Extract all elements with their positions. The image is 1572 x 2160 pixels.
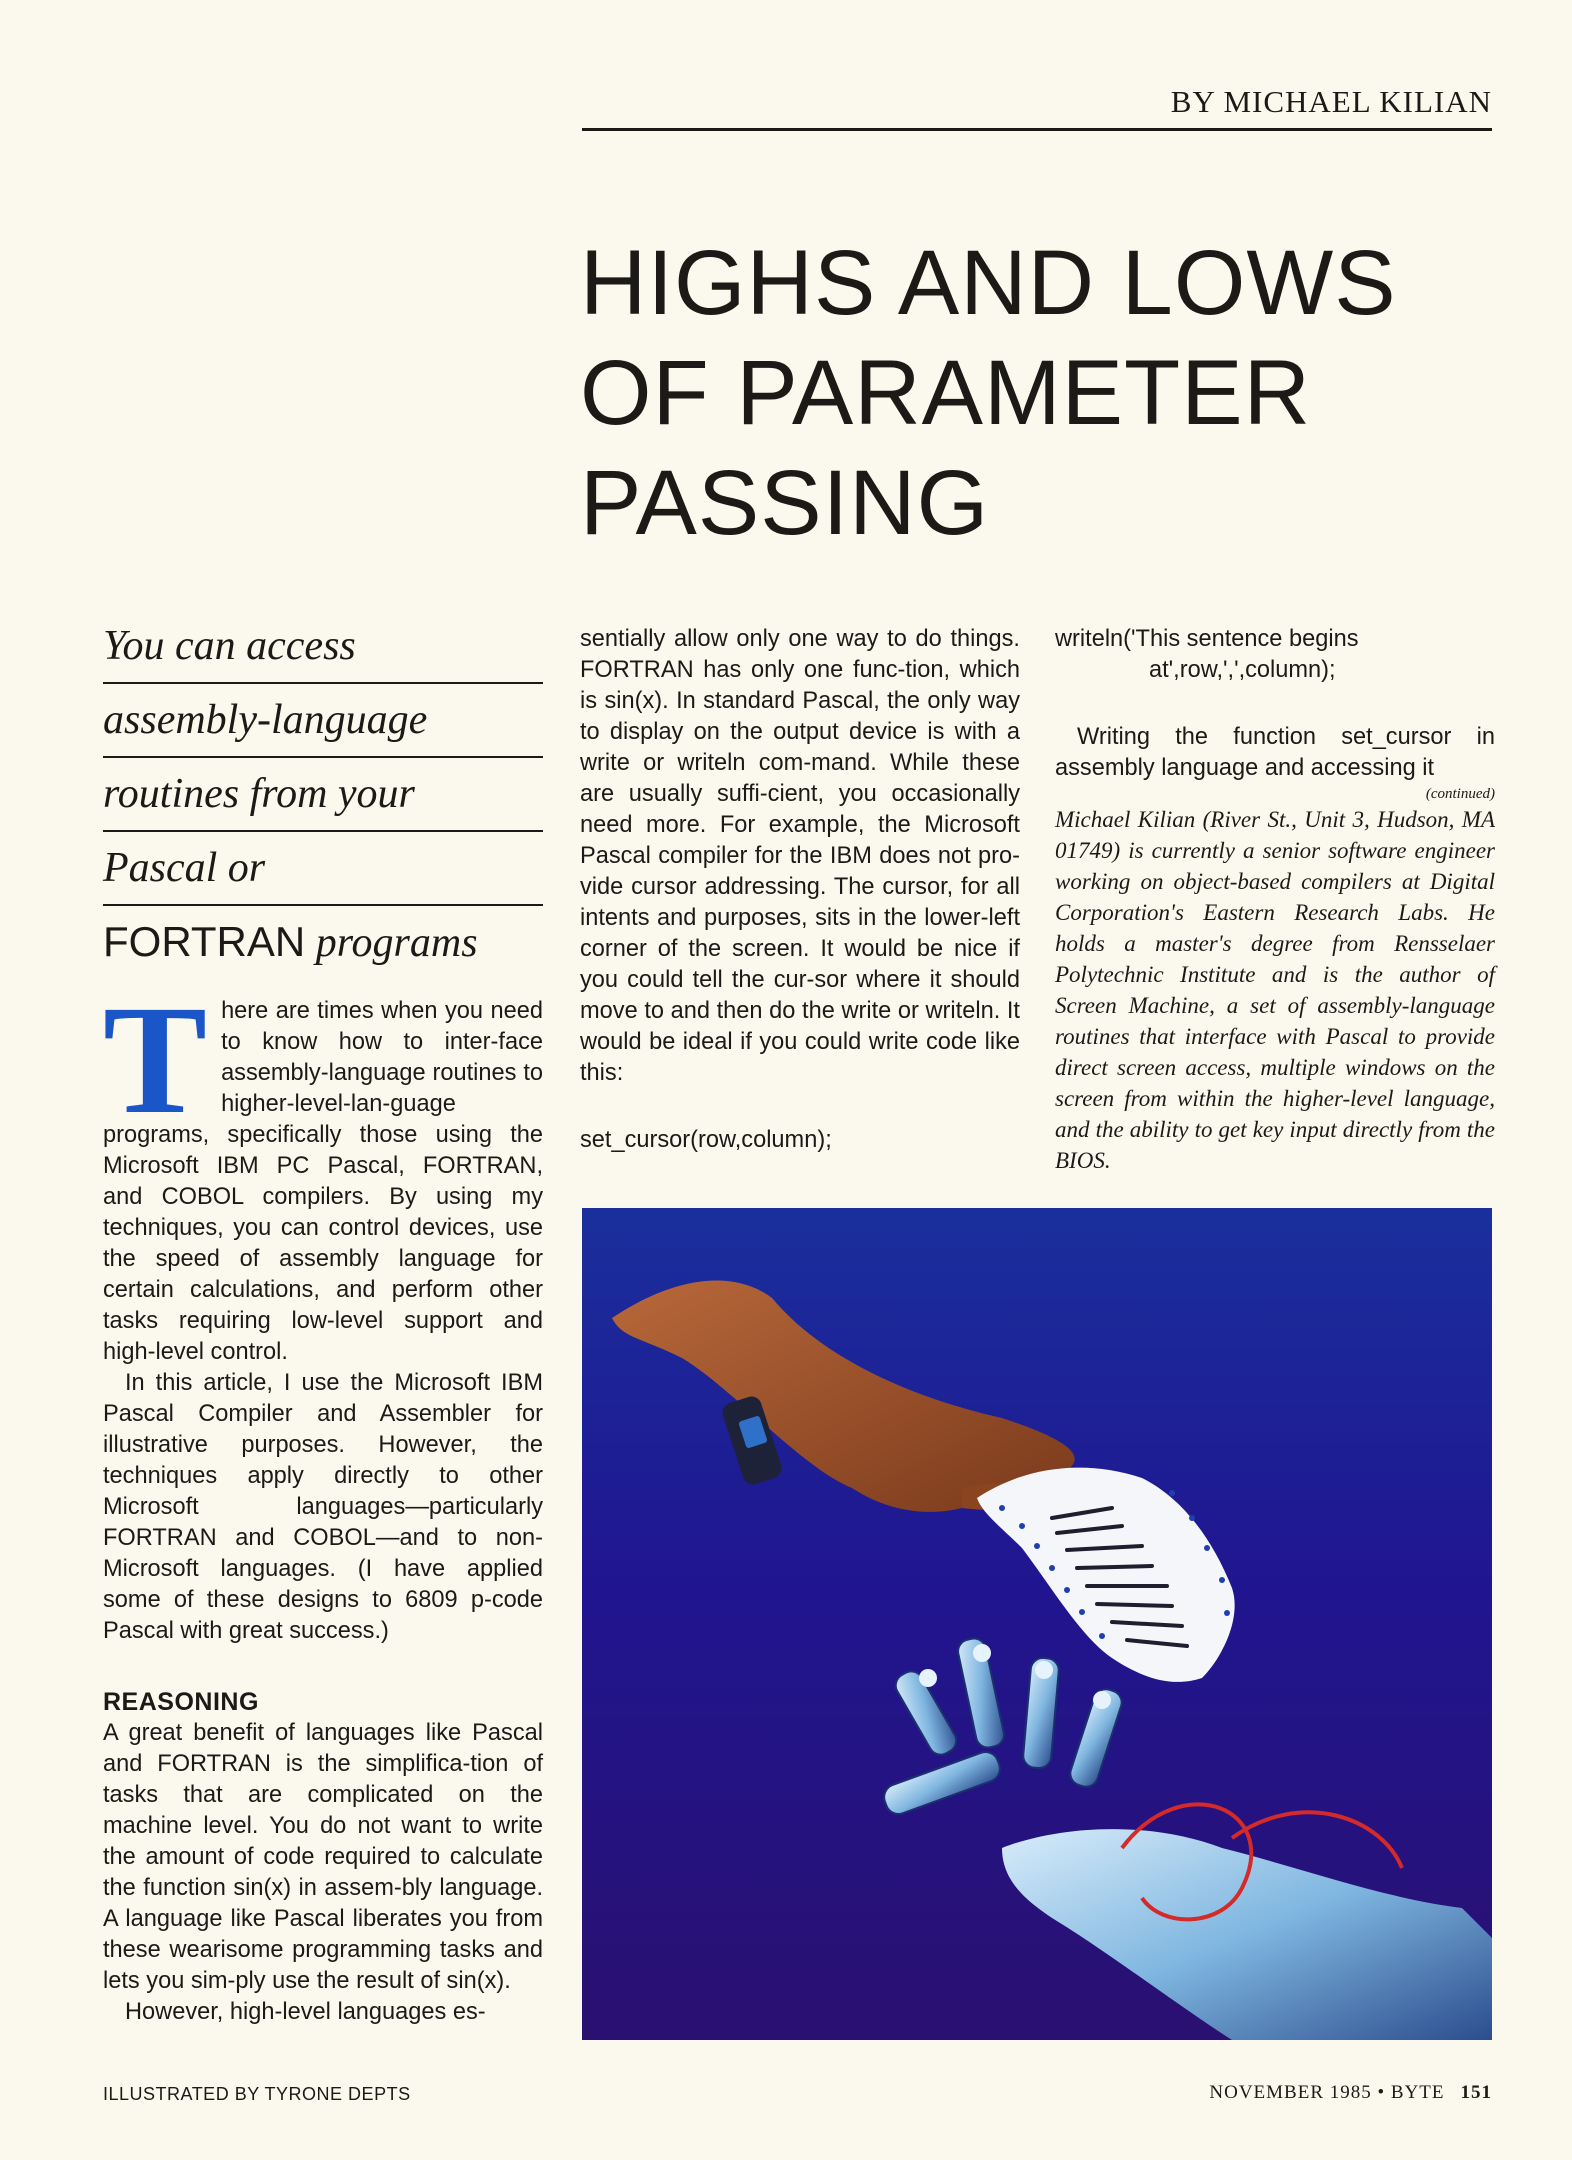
column-middle [580, 624, 1020, 1156]
paragraph-6: Writing the function set_cursor in assembly language and accessing it [1055, 724, 1495, 781]
hand-and-robot-illustration [582, 1208, 1492, 2040]
deck-programs: programs [315, 920, 478, 966]
illustration [582, 1208, 1492, 2040]
author-bio: Michael Kilian (River St., Unit 3, Hudson, MA 01749) is currently a senior software engineer working on object-based compilers at Digital Corporation's Eastern Research Labs. He holds a master's degree from Rensselaer Polytechnic Institute and is the author of Screen Machine, a set of assembly-language routines that interface with Pascal to provide direct screen access, multiple windows on the screen from within the higher-level language, and the ability to get key input directly from the BIOS. [1055, 807, 1495, 1173]
paragraph-3: A great benefit of languages like Pascal and FORTRAN is the simplifica-tion of tasks that are complicated on the machine level. You do not want to write the amount of code required to calculate the function sin(x) in assem-bly language. A language like Pascal liberates you from these wearisome programming tasks and lets you sim-ply use the result of sin(x). [103, 1720, 543, 1994]
paragraph-5: sentially allow only one way to do things. FORTRAN has only one func-tion, which is sin(x). In standard Pascal, the only way to display on the output device is with a write or writeln com-mand. While these are usually suffi-cient, you occasionally need more. For example, the Microsoft Pascal compiler for the IBM does not pro-vide cursor addressing. The cursor, for all intents and purposes, sits in the lower-left corner of the screen. It would be nice if you could tell the cur-sor where it should move to and then do the write or writeln. It would be ideal if you could write code like this: [580, 626, 1020, 1086]
issue-footer [1209, 2082, 1492, 2104]
column-right [1055, 624, 1495, 1176]
issue-info: NOVEMBER 1985 • BYTE [1209, 2082, 1445, 2103]
deck-fortran: FORTRAN [103, 918, 306, 965]
intro-text: here are times when you need to know how to inter-face assembly-language routines to higher-level-lan-guage programs, specifically those using the Microsoft IBM PC Pascal, FORTRAN, and COBOL compilers. By using my techniques, you can control devices, use the speed of assembly language for certain calculations, and perform other tasks requiring low-level support and high-level control. [103, 998, 543, 1365]
deck-line-3: routines from your [103, 758, 543, 832]
code-snippet-1: set_cursor(row,column); [580, 1127, 832, 1153]
drop-cap: T [103, 973, 208, 1146]
title-line-1: HIGHS AND LOWS [580, 232, 1397, 334]
paragraph-2: In this article, I use the Microsoft IBM Pascal Compiler and Assembler for illustrative purposes. However, the techniques apply directly to other Microsoft languages—particularly FORTRAN and COBOL—and to non-Microsoft languages. (I have applied some of these designs to 6809 p-code Pascal with great success.) [103, 1370, 543, 1644]
code-snippet-2 [1055, 624, 1495, 686]
deck-line-5 [103, 906, 543, 978]
deck [103, 610, 543, 978]
page-number: 151 [1460, 2082, 1492, 2103]
intro-paragraph [103, 973, 543, 1368]
section-heading: REASONING [103, 1688, 259, 1716]
byline: BY MICHAEL KILIAN [582, 84, 1492, 131]
paragraph-4: However, high-level languages es- [125, 1999, 486, 2025]
title-line-2: OF PARAMETER [580, 342, 1312, 444]
continued-note: (continued) [1425, 786, 1495, 802]
column-left [103, 973, 543, 2028]
code-line-1: writeln('This sentence begins [1055, 626, 1359, 652]
deck-line-4: Pascal or [103, 832, 543, 906]
illustrator-credit: ILLUSTRATED BY TYRONE DEPTS [103, 2084, 411, 2104]
deck-line-2: assembly-language [103, 684, 543, 758]
code-line-2: at',row,',',column); [1149, 657, 1336, 683]
title-line-3: PASSING [580, 452, 990, 554]
article-title [580, 228, 1500, 558]
deck-line-1: You can access [103, 610, 543, 684]
